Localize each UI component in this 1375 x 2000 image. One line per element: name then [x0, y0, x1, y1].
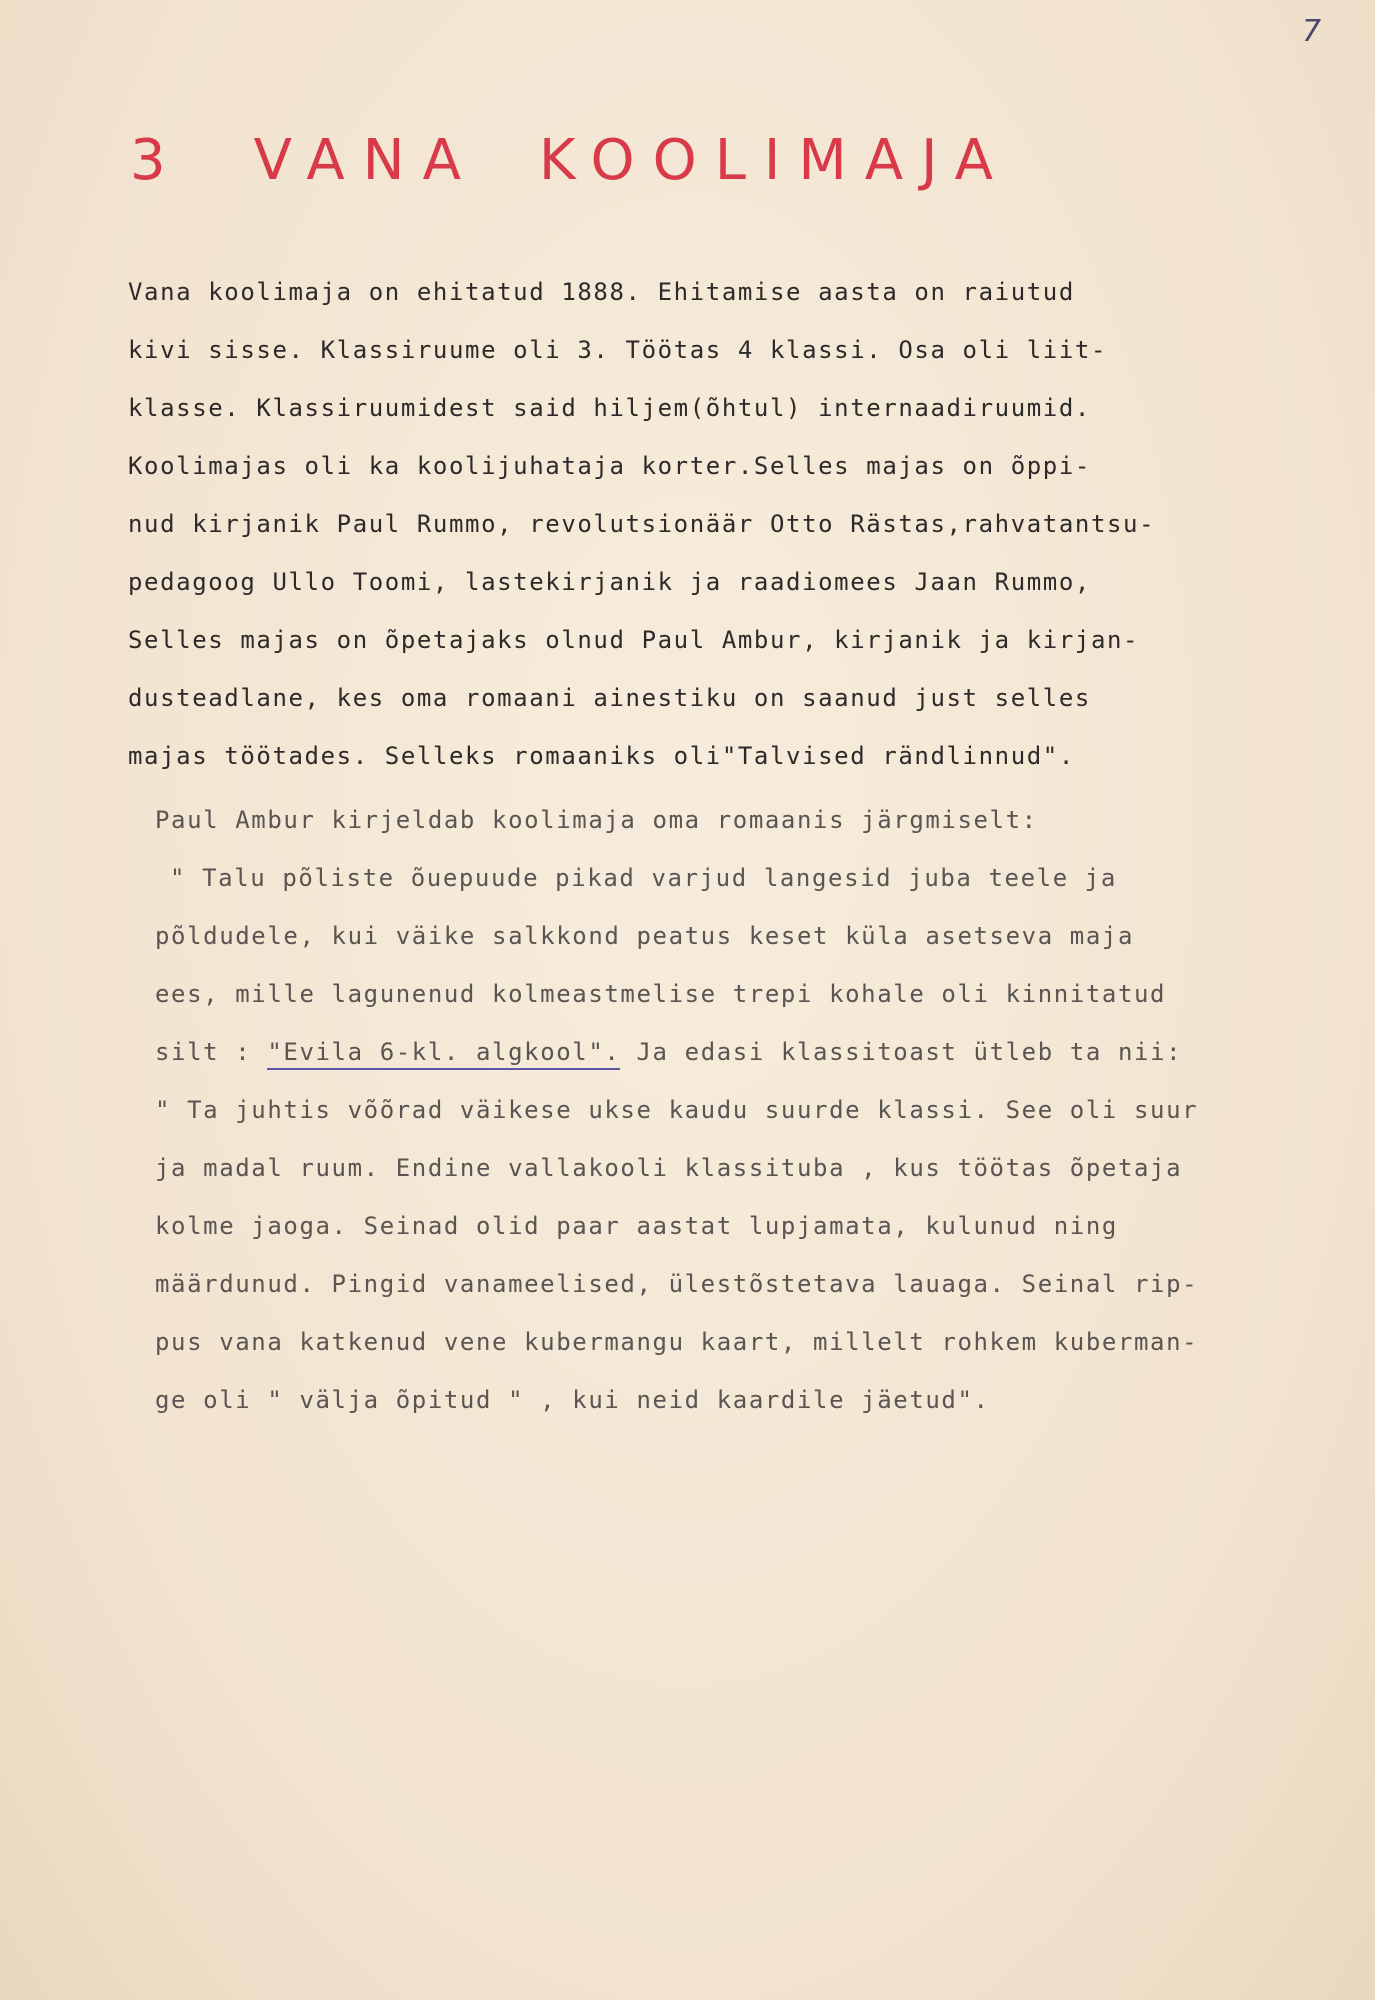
sign-text: "Evila 6-kl. algkool". [267, 1038, 620, 1070]
text-line: kolme jaoga. Seinad olid paar aastat lupjamata, kulunud ning [155, 1212, 1118, 1240]
text-line: ge oli " välja õpitud " , kui neid kaardile jäetud". [155, 1386, 990, 1414]
sign-line-prefix: silt : [155, 1038, 268, 1066]
text-line: kivi sisse. Klassiruume oli 3. Töötas 4 klassi. Osa oli liit- [128, 336, 1108, 364]
text-line: majas töötades. Selleks romaaniks oli"Talvised rändlinnud". [128, 742, 1075, 770]
text-line: ees, mille lagunenud kolmeastmelise trepi kohale oli kinnitatud [155, 980, 1167, 1008]
text-line: määrdunud. Pingid vanameelised, ülestõstetava lauaga. Seinal rip- [155, 1270, 1199, 1298]
title-number: 3 [130, 128, 184, 193]
title-word-2: KOOLIMAJA [538, 128, 1011, 193]
text-line: pedagoog Ullo Toomi, lastekirjanik ja raadiomees Jaan Rummo, [128, 568, 1091, 596]
text-line: klasse. Klassiruumidest said hiljem(õhtul) internaadiruumid. [128, 394, 1091, 422]
text-line: " Ta juhtis võõrad väikese ukse kaudu suurde klassi. See oli suur [155, 1096, 1199, 1124]
text-line: pus vana katkenud vene kubermangu kaart, millelt rohkem kuberman- [155, 1328, 1199, 1356]
text-line: Vana koolimaja on ehitatud 1888. Ehitamise aasta on raiutud [128, 278, 1075, 306]
sign-line [155, 1038, 1182, 1066]
sign-line-suffix: Ja edasi klassitoast ütleb ta nii: [620, 1038, 1183, 1066]
page-number: 7 [1302, 14, 1322, 49]
title-word-1: VANA [253, 128, 479, 193]
text-line: nud kirjanik Paul Rummo, revolutsionäär Otto Rästas,rahvatantsu- [128, 510, 1156, 538]
text-line: Koolimajas oli ka koolijuhataja korter.Selles majas on õppi- [128, 452, 1091, 480]
text-line: " Talu põliste õuepuude pikad varjud langesid juba teele ja [170, 864, 1117, 892]
text-line: põldudele, kui väike salkkond peatus keset küla asetseva maja [155, 922, 1135, 950]
text-line: Paul Ambur kirjeldab koolimaja oma romaanis järgmiselt: [155, 806, 1038, 834]
text-line: dusteadlane, kes oma romaani ainestiku on saanud just selles [128, 684, 1091, 712]
text-line: ja madal ruum. Endine vallakooli klassituba , kus töötas õpetaja [155, 1154, 1183, 1182]
text-line: Selles majas on õpetajaks olnud Paul Ambur, kirjanik ja kirjan- [128, 626, 1140, 654]
page-title [130, 128, 1011, 193]
